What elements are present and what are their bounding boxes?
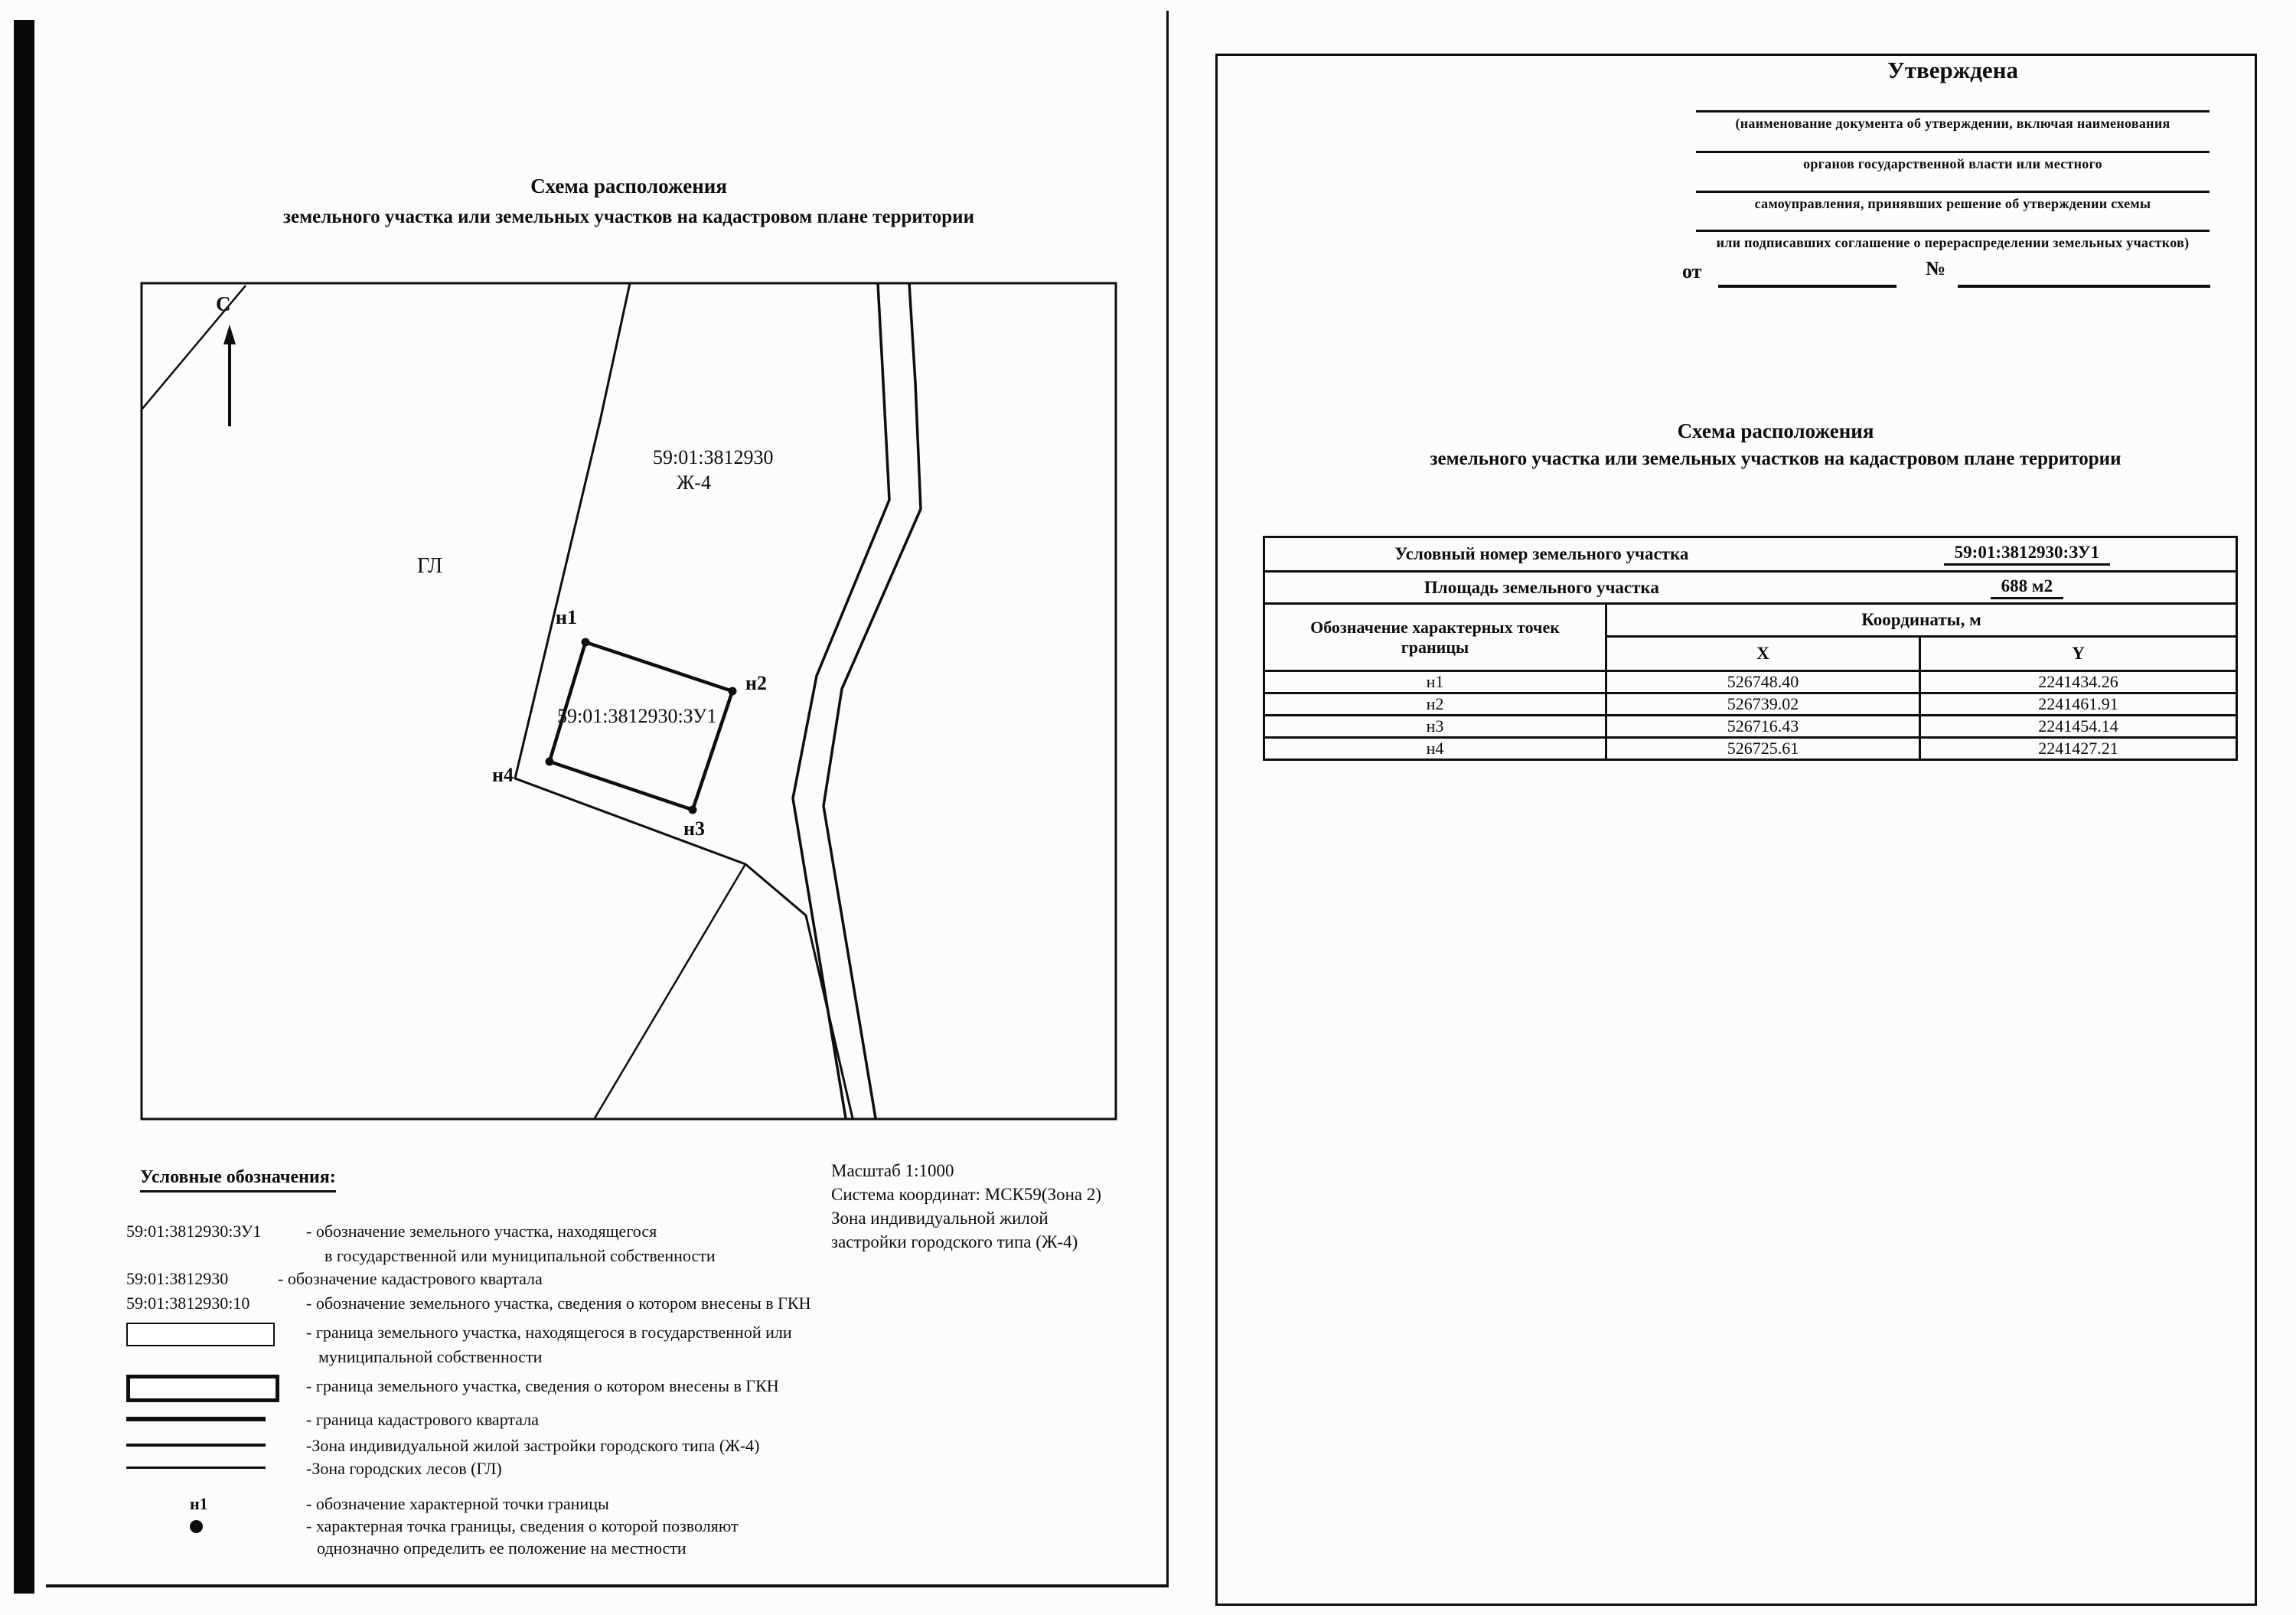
legend-symbol-gkn-parcel-boundary [126, 1375, 279, 1402]
north-arrow-head [223, 325, 236, 344]
table-row [1264, 671, 2237, 693]
designation-header: Обозначение характерных точек границы [1264, 604, 1606, 671]
x-header: X [1606, 637, 1920, 671]
point-n3-dot [689, 806, 697, 814]
legend-item-9-desc: - обозначение характерной точки границы [306, 1494, 609, 1513]
approval-from-label: от [1682, 260, 1702, 282]
row2-point: н2 [1264, 693, 1606, 716]
legend-symbol-forest-zone-line [126, 1467, 266, 1469]
row3-y: 2241454.14 [1920, 716, 2237, 738]
table-row [1264, 693, 2237, 716]
approval-number-label: № [1926, 257, 1946, 279]
table-row [1264, 716, 2237, 738]
legend-item-9-desc2: - характерная точка границы, сведения о которой позволяют [306, 1516, 739, 1535]
approval-caption-2: органов государственной власти или местного [1803, 156, 2102, 171]
legend-symbol-residential-zone-line [126, 1444, 266, 1447]
point-n4-dot [546, 758, 554, 766]
area-value: 688 м2 [1818, 576, 2236, 599]
approval-blank-line-4 [1696, 230, 2210, 232]
legend-item-9-desc3: однозначно определить ее положение на местности [317, 1538, 687, 1558]
row4-x: 526725.61 [1606, 738, 1920, 760]
legend-item-2-desc: - обозначение кадастрового квартала [278, 1269, 543, 1288]
legend-item-4-desc: - граница земельного участка, находящегося в государственной или [306, 1323, 792, 1342]
road-right-line [823, 283, 921, 1118]
coordinate-system: Система координат: МСК59(Зона 2) [831, 1185, 1102, 1204]
legend-item-1-desc: - обозначение земельного участка, находящегося [306, 1222, 657, 1241]
parcel-number-label: 59:01:3812930:ЗУ1 [557, 705, 717, 727]
zone-note-line2: застройки городского типа (Ж-4) [831, 1232, 1078, 1251]
area-label: Площадь земельного участка [1424, 577, 1659, 597]
zone-note-line1: Зона индивидуальной жилой [831, 1209, 1049, 1228]
row1-x: 526748.40 [1606, 671, 1920, 693]
cadastral-number-value: 59:01:3812930:ЗУ1 [1818, 543, 2236, 566]
coordinates-table [1263, 536, 2238, 761]
quarter-boundary-line [515, 283, 745, 864]
row2-y: 2241461.91 [1920, 693, 2237, 716]
table-row [1264, 738, 2237, 760]
row3-x: 526716.43 [1606, 716, 1920, 738]
legend-item-3-desc: - обозначение земельного участка, сведения о котором внесены в ГКН [306, 1294, 811, 1313]
table-row-cadastral-number [1264, 537, 2237, 572]
legend-symbol-boundary-point-dot [190, 1520, 203, 1533]
left-page-bottom-border [46, 1584, 1169, 1587]
north-label: С [216, 292, 231, 315]
zone-boundary-diagonal [595, 864, 745, 1118]
legend-header: Условные обозначения: [140, 1167, 336, 1192]
legend-item-1-term: 59:01:3812930:ЗУ1 [126, 1222, 262, 1241]
map-frame [142, 283, 1116, 1119]
right-page-title-line2: земельного участка или земельных участков на кадастровом плане территории [1430, 449, 2122, 469]
legend-item-9-term: н1 [190, 1494, 208, 1513]
legend-item-1-desc2: в государственной или муниципальной собственности [325, 1246, 716, 1265]
legend-item-7-desc: -Зона индивидуальной жилой застройки городского типа (Ж-4) [306, 1436, 760, 1455]
point-n1-dot [582, 638, 590, 647]
left-page-right-border [1166, 11, 1169, 1587]
y-header: Y [1920, 637, 2237, 671]
legend-symbol-quarter-boundary [126, 1417, 266, 1421]
legend-symbol-state-parcel-boundary [126, 1323, 275, 1346]
approval-caption-4: или подписавших соглашение о перераспределении земельных участков) [1716, 235, 2190, 250]
quarter-number-label: 59:01:3812930 [653, 446, 774, 468]
row3-point: н3 [1264, 716, 1606, 738]
point-label-n4: н4 [492, 764, 514, 786]
left-page-title-line1: Схема расположения [530, 175, 727, 197]
left-page-title-line2: земельного участка или земельных участков на кадастровом плане территории [283, 207, 974, 227]
approval-blank-line-1 [1696, 110, 2210, 113]
approval-blank-line-3 [1696, 191, 2210, 193]
row4-y: 2241427.21 [1920, 738, 2237, 760]
coords-header: Координаты, м [1606, 604, 2237, 637]
point-label-n3: н3 [683, 817, 705, 840]
legend-item-2-term: 59:01:3812930 [126, 1269, 229, 1288]
forest-zone-label: ГЛ [417, 554, 443, 578]
approval-caption-1: (наименование документа об утверждении, включая наименования [1735, 116, 2170, 131]
approval-number-blank [1958, 285, 2210, 288]
approval-title: Утверждена [1887, 57, 2018, 83]
approval-caption-3: самоуправления, принявших решение об утверждении схемы [1754, 196, 2151, 211]
table-header-row [1264, 604, 2237, 637]
table-row-area [1264, 572, 2237, 604]
approval-from-blank [1718, 285, 1896, 288]
row1-point: н1 [1264, 671, 1606, 693]
quarter-boundary-branch [745, 864, 853, 1118]
right-page-title-line1: Схема расположения [1677, 419, 1874, 442]
point-label-n1: н1 [556, 606, 577, 628]
point-label-n2: н2 [745, 672, 767, 694]
approval-blank-line-2 [1696, 151, 2210, 153]
row2-x: 526739.02 [1606, 693, 1920, 716]
legend-item-4-desc2: муниципальной собственности [318, 1347, 543, 1366]
map-scale: Масштаб 1:1000 [831, 1161, 954, 1180]
legend-item-6-desc: - граница кадастрового квартала [306, 1410, 539, 1429]
cadastral-number-label: Условный номер земельного участка [1394, 544, 1689, 563]
row4-point: н4 [1264, 738, 1606, 760]
point-n2-dot [729, 687, 737, 696]
row1-y: 2241434.26 [1920, 671, 2237, 693]
legend-item-5-desc: - граница земельного участка, сведения о котором внесены в ГКН [306, 1376, 779, 1395]
legend-item-3-term: 59:01:3812930:10 [126, 1294, 250, 1313]
residential-zone-label: Ж-4 [677, 471, 711, 494]
legend-item-8-desc: -Зона городских лесов (ГЛ) [306, 1459, 502, 1478]
